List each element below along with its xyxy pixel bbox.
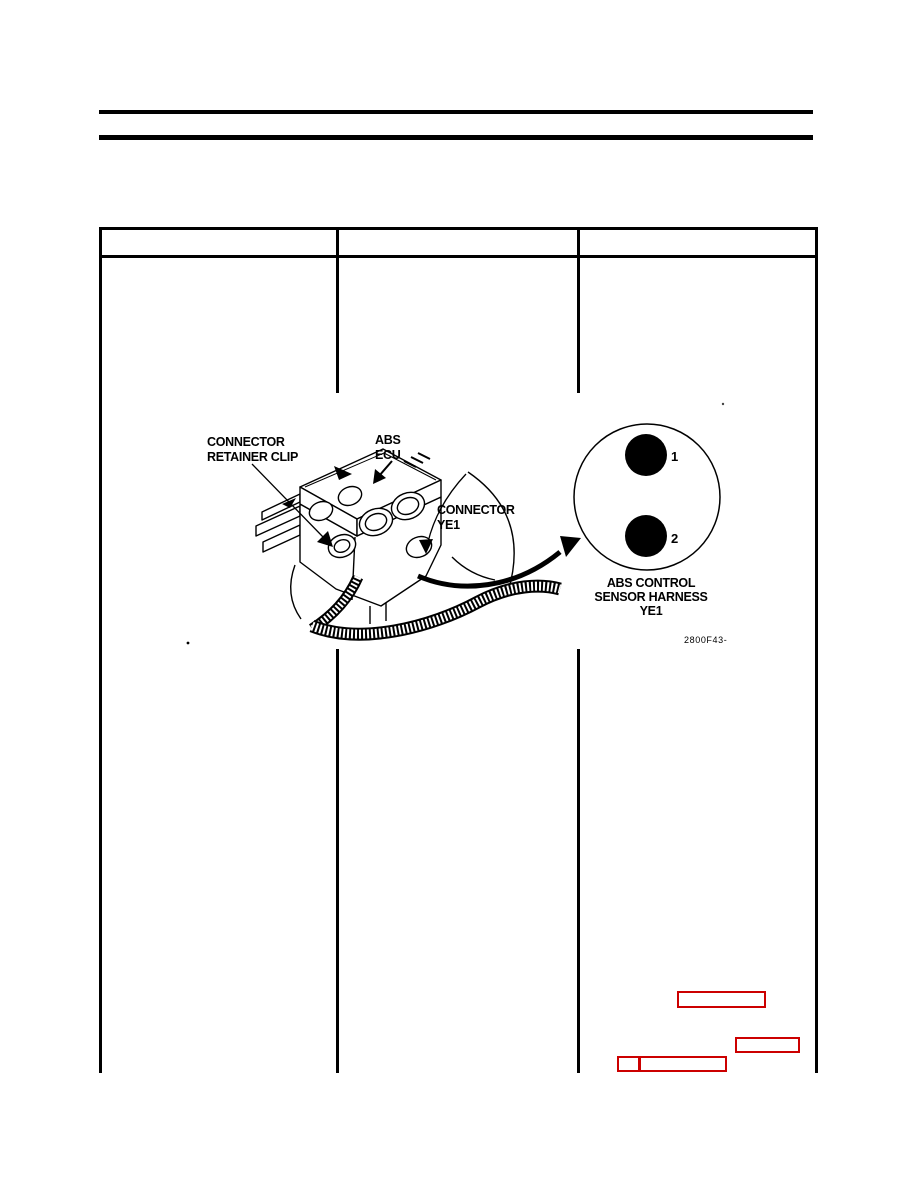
detail-caption bbox=[594, 576, 707, 618]
connector-detail-view bbox=[574, 424, 720, 570]
caption-line3: YE1 bbox=[639, 604, 663, 618]
label-abs-ecu-line2: ECU bbox=[375, 448, 401, 462]
header-rule-bottom bbox=[99, 135, 813, 140]
table-col-divider-2-upper bbox=[577, 227, 580, 393]
pin-1-dot bbox=[625, 434, 667, 476]
label-abs-ecu-line1: ABS bbox=[375, 433, 401, 447]
link-box-3[interactable] bbox=[617, 1056, 640, 1072]
label-retainer-clip-line1: CONNECTOR bbox=[207, 435, 285, 449]
print-dot bbox=[187, 642, 190, 645]
label-connector-ye1-line2: YE1 bbox=[437, 518, 460, 532]
table-left-border bbox=[99, 227, 102, 1073]
link-box-4[interactable] bbox=[639, 1056, 727, 1072]
pin-2-label: 2 bbox=[671, 531, 679, 546]
label-retainer-clip-line2: RETAINER CLIP bbox=[207, 450, 299, 464]
figure-abs-ecu-connector bbox=[160, 395, 820, 665]
print-dot bbox=[722, 403, 724, 405]
pin-1-label: 1 bbox=[671, 449, 679, 464]
caption-line2: SENSOR HARNESS bbox=[594, 590, 708, 604]
table-col-divider-1-upper bbox=[336, 227, 339, 393]
pin-2-dot bbox=[625, 515, 667, 557]
caption-line1: ABS CONTROL bbox=[606, 576, 696, 590]
abs-ecu-illustration bbox=[160, 395, 820, 665]
detail-arrowhead-icon bbox=[560, 536, 581, 557]
link-box-2[interactable] bbox=[735, 1037, 800, 1053]
link-box-1[interactable] bbox=[677, 991, 766, 1008]
table-top-border bbox=[99, 227, 818, 230]
table-header-divider bbox=[99, 255, 818, 258]
table-col-divider-2-lower bbox=[577, 649, 580, 1073]
wire-harness-drawing bbox=[312, 577, 560, 634]
table-col-divider-1-lower bbox=[336, 649, 339, 1073]
header-rule-top bbox=[99, 110, 813, 114]
label-connector-ye1-line1: CONNECTOR bbox=[437, 503, 515, 517]
figure-code: 2800F43- bbox=[684, 635, 728, 645]
